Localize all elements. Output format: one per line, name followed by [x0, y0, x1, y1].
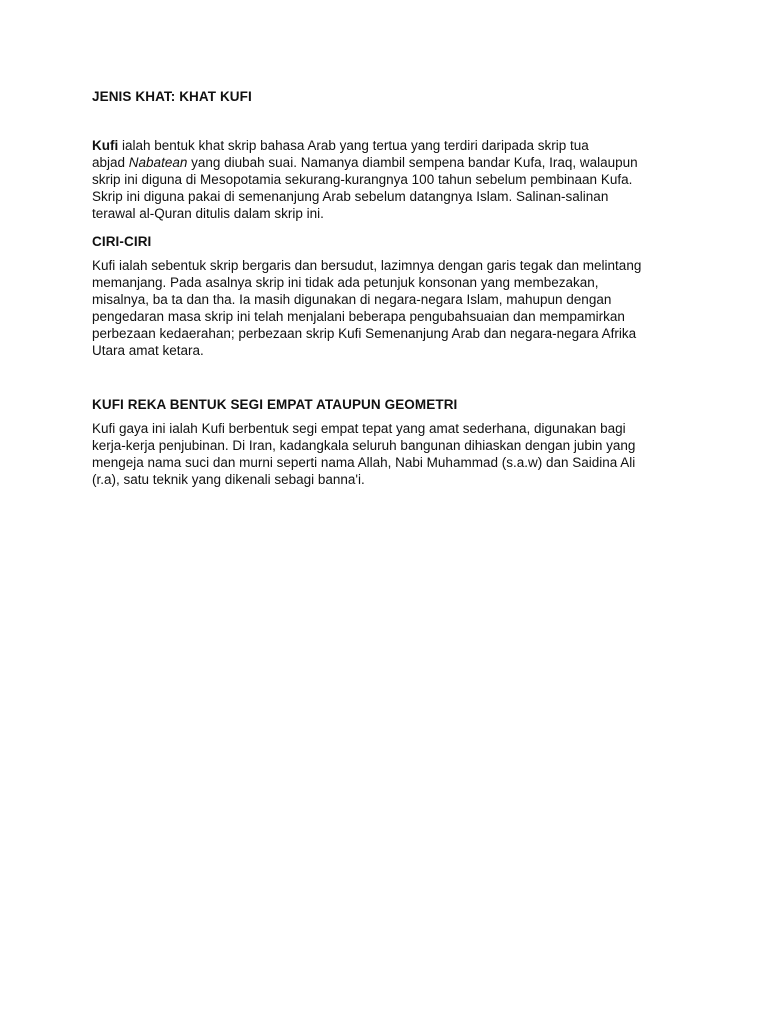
paragraph-line: (r.a), satu teknik yang dikenali sebagi banna'i.: [92, 472, 365, 487]
paragraph-line: terawal al-Quran ditulis dalam skrip ini.: [92, 206, 324, 221]
paragraph-line: Skrip ini diguna pakai di semenanjung Arab sebelum datangnya Islam. Salinan-salinan: [92, 189, 609, 204]
bold-term: Kufi: [92, 138, 119, 153]
paragraph-line: kerja-kerja penjubinan. Di Iran, kadangkala seluruh bangunan dihiaskan dengan jubin yang: [92, 438, 636, 453]
document-title: JENIS KHAT: KHAT KUFI: [92, 89, 252, 104]
paragraph-line: perbezaan kedaerahan; perbezaan skrip Kufi Semenanjung Arab dan negara-negara Afrika: [92, 326, 637, 341]
paragraph-line: mengeja nama suci dan murni seperti nama Allah, Nabi Muhammad (s.a.w) dan Saidina Ali: [92, 455, 636, 470]
text-run: yang diubah suai. Namanya diambil sempena bandar Kufa, Iraq, walaupun: [187, 155, 638, 170]
paragraph-line: Kufi ialah sebentuk skrip bergaris dan bersudut, lazimnya dengan garis tegak dan melintang: [92, 258, 642, 273]
paragraph-line: [92, 137, 692, 154]
paragraph-line: Kufi gaya ini ialah Kufi berbentuk segi empat tepat yang amat sederhana, digunakan bagi: [92, 421, 626, 436]
intro-paragraph: [92, 137, 692, 222]
section-heading-ciri: CIRI-CIRI: [92, 234, 152, 249]
text-run: abjad: [92, 155, 129, 170]
italic-term: Nabatean: [128, 155, 188, 170]
ciri-paragraph: [92, 257, 692, 359]
paragraph-line: misalnya, ba ta dan tha. Ia masih digunakan di negara-negara Islam, mahupun dengan: [92, 292, 612, 307]
paragraph-line: [92, 154, 692, 171]
paragraph-line: pengedaran masa skrip ini telah menjalani beberapa pengubahsuaian dan mempamirkan: [92, 309, 625, 324]
geometri-paragraph: [92, 420, 692, 488]
section-heading-geometri: KUFI REKA BENTUK SEGI EMPAT ATAUPUN GEOMETRI: [92, 397, 458, 412]
paragraph-line: Utara amat ketara.: [92, 343, 204, 358]
paragraph-line: memanjang. Pada asalnya skrip ini tidak ada petunjuk konsonan yang membezakan,: [92, 275, 599, 290]
paragraph-line: skrip ini diguna di Mesopotamia sekurang-kurangnya 100 tahun sebelum pembinaan Kufa.: [92, 172, 633, 187]
text-run: ialah bentuk khat skrip bahasa Arab yang tertua yang terdiri daripada skrip tua: [118, 138, 589, 153]
